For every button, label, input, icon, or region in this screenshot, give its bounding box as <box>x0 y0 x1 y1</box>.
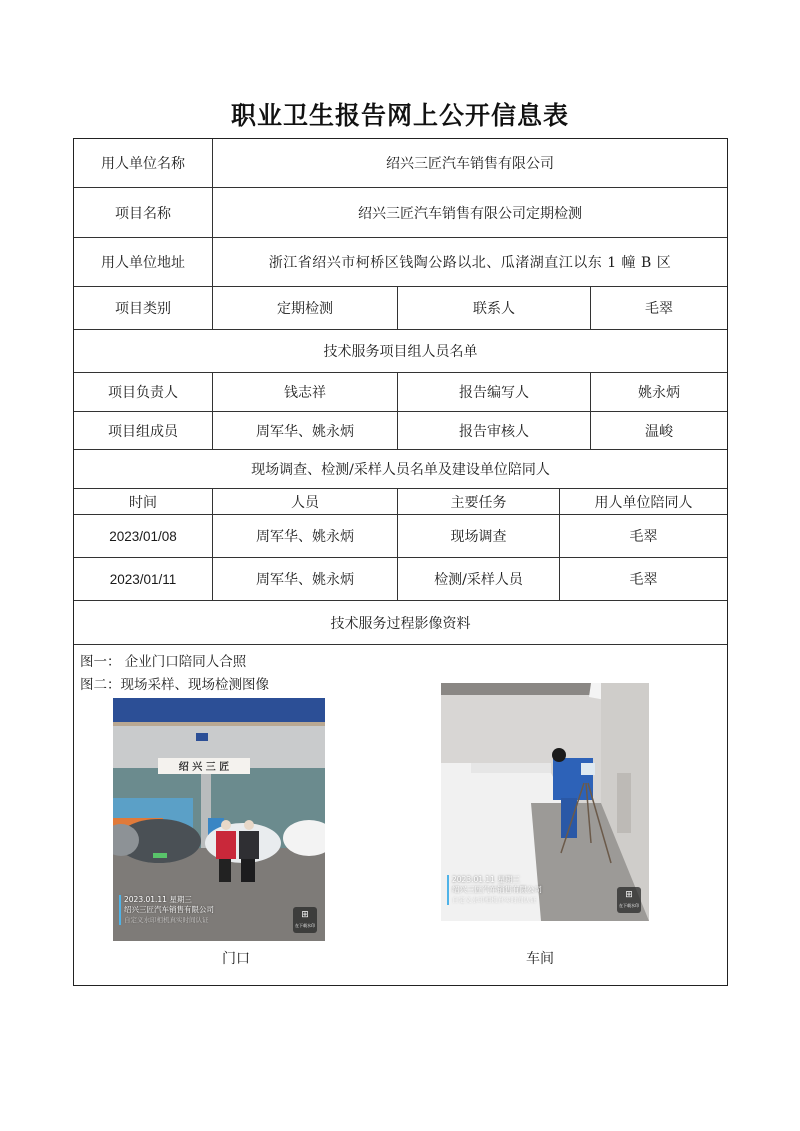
contact-value: 毛翠 <box>645 301 673 317</box>
info-table <box>73 138 728 986</box>
photo-watermark: 2023.01.11 星期三 绍兴三匠汽车销售有限公司 自定义水印相机真实时间认证 <box>119 895 214 925</box>
contact-label: 联系人 <box>398 287 591 329</box>
figure-caption-2: 图二：现场采样、现场检测图像 <box>80 677 269 693</box>
employer-name-label: 用人单位名称 <box>74 139 213 187</box>
photo-entrance <box>113 698 325 941</box>
column-header-personnel: 人员 <box>213 489 398 514</box>
watermark-plus-icon: ⊞ 在下载水印 <box>617 887 641 913</box>
writer-value: 姚永炳 <box>638 385 680 401</box>
image-section-heading: 技术服务过程影像资料 <box>330 615 471 632</box>
row-task: 检测/采样人员 <box>398 558 560 600</box>
row-image-heading <box>74 601 727 645</box>
row-team-heading <box>74 330 727 373</box>
svg-text:绍 兴 三 匠: 绍 兴 三 匠 <box>178 762 230 773</box>
row-escort: 毛翠 <box>629 529 658 545</box>
project-type-label: 项目类别 <box>74 287 213 329</box>
project-type-value: 定期检测 <box>213 287 398 329</box>
photo-watermark: 2023.01.11 星期三 绍兴三匠汽车销售有限公司 自定义水印相机真实时间认证 <box>447 875 542 905</box>
members-label: 项目组成员 <box>74 412 213 449</box>
row-project-type <box>74 287 727 330</box>
row-project-name <box>74 188 727 238</box>
photo-entrance-label: 门口 <box>222 951 250 967</box>
row-employer-address <box>74 238 727 287</box>
table-row <box>74 515 727 558</box>
row-escort: 毛翠 <box>629 572 658 588</box>
photo-workshop-label: 车间 <box>526 951 554 967</box>
row-employer-name <box>74 139 727 188</box>
employer-name-value: 绍兴三匠汽车销售有限公司 <box>386 156 554 172</box>
column-header-task: 主要任务 <box>398 489 560 514</box>
photo-workshop <box>441 683 649 921</box>
reviewer-value: 温峻 <box>645 423 673 440</box>
project-name-value: 绍兴三匠汽车销售有限公司定期检测 <box>358 205 582 222</box>
page-title: 职业卫生报告网上公开信息表 <box>230 101 569 130</box>
row-team-leader <box>74 373 727 412</box>
column-header-time: 时间 <box>74 489 213 514</box>
row-personnel: 周军华、姚永炳 <box>213 558 398 600</box>
column-header-escort: 用人单位陪同人 <box>594 494 693 511</box>
row-team-members <box>74 412 727 450</box>
field-section-heading: 现场调查、检测/采样人员名单及建设单位陪同人 <box>251 462 550 478</box>
project-name-label: 项目名称 <box>74 188 213 237</box>
table-row <box>74 558 727 601</box>
watermark-plus-icon: ⊞ 在下载水印 <box>293 907 317 933</box>
members-value: 周军华、姚永炳 <box>213 412 398 449</box>
row-field-columns <box>74 489 727 515</box>
writer-label: 报告编写人 <box>398 373 591 411</box>
employer-address-label: 用人单位地址 <box>74 238 213 286</box>
row-field-heading <box>74 450 727 489</box>
leader-value: 钱志祥 <box>213 373 398 411</box>
reviewer-label: 报告审核人 <box>398 412 591 449</box>
row-date: 2023/01/11 <box>74 558 213 600</box>
figure-caption-1: 图一： 企业门口陪同人合照 <box>80 654 247 670</box>
row-task: 现场调查 <box>398 515 560 557</box>
image-section <box>74 645 727 985</box>
employer-address-value: 浙江省绍兴市柯桥区钱陶公路以北、瓜渚湖直江以东 1 幢 B 区 <box>268 255 672 271</box>
row-date: 2023/01/08 <box>74 515 213 557</box>
row-personnel: 周军华、姚永炳 <box>213 515 398 557</box>
team-section-heading: 技术服务项目组人员名单 <box>323 344 478 360</box>
leader-label: 项目负责人 <box>74 373 213 411</box>
